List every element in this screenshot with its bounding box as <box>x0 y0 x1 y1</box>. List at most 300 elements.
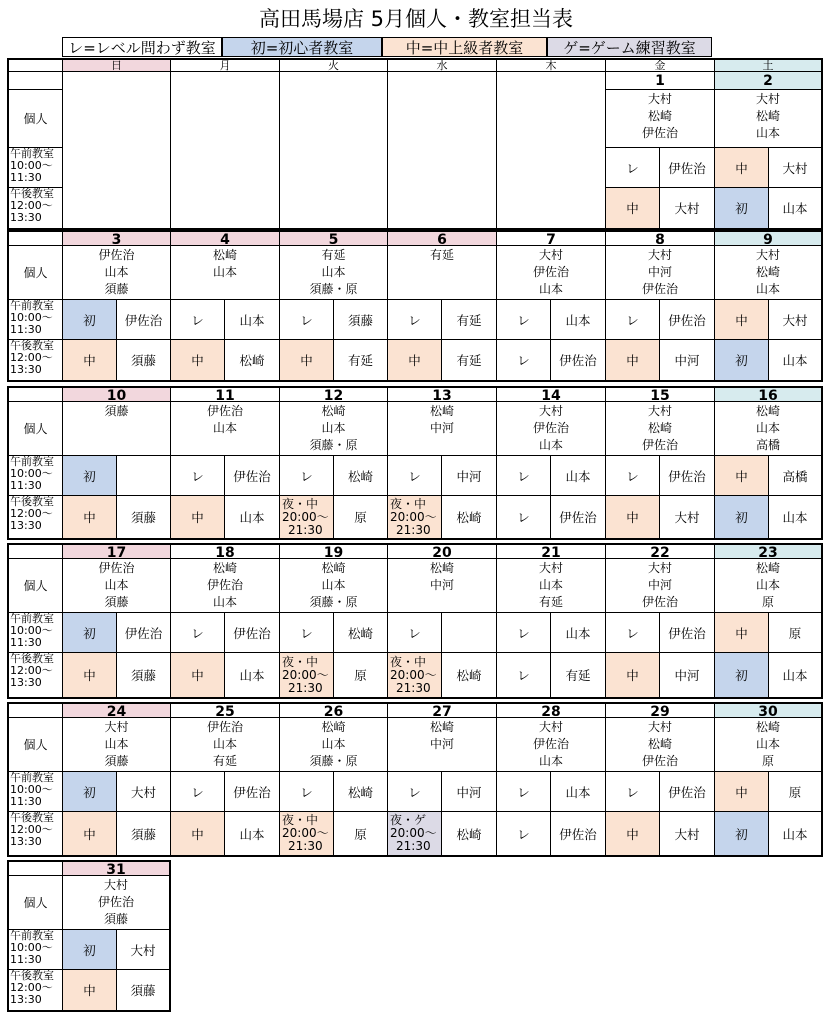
individual-staff <box>497 718 606 772</box>
pm-label-line: 13:30 <box>10 519 42 532</box>
pm-class-staff: 山本 <box>225 653 280 699</box>
date-number: 2 <box>715 72 823 90</box>
pm-class-type <box>388 812 442 857</box>
date-number: 6 <box>388 230 497 246</box>
pm-class-type: 初 <box>715 188 769 230</box>
am-class-staff: 大村 <box>117 772 171 812</box>
staff-name: 中河 <box>647 578 672 592</box>
am-class-type: レ <box>606 772 660 812</box>
staff-name: 伊佐治 <box>641 754 678 768</box>
am-class-staff: 大村 <box>769 148 823 188</box>
staff-name: 山本 <box>212 265 237 279</box>
pm-label-line: 午後教室 <box>10 653 54 665</box>
class-time-end: 21:30 <box>396 522 431 537</box>
date-number: 20 <box>388 543 497 559</box>
pm-class-staff: 原 <box>334 653 388 699</box>
am-label-line: 11:30 <box>10 795 42 808</box>
am-class-staff: 原 <box>769 772 823 812</box>
am-class-staff <box>442 613 497 653</box>
empty-day <box>497 72 606 230</box>
am-label-line: 午前教室 <box>10 300 54 312</box>
am-class-type: レ <box>497 613 551 653</box>
staff-name: 伊佐治 <box>532 421 569 435</box>
weekday-header: 木 <box>497 58 606 72</box>
individual-staff <box>171 402 280 456</box>
individual-staff <box>497 402 606 456</box>
pm-class-staff: 伊佐治 <box>551 812 606 857</box>
row-label-pm <box>7 188 63 230</box>
am-class-staff: 山本 <box>551 772 606 812</box>
staff-name: 山本 <box>104 265 129 279</box>
staff-name: 伊佐治 <box>98 248 135 262</box>
pm-class-type: 中 <box>63 340 117 382</box>
am-label-line: 10:00～ <box>10 467 53 480</box>
date-number: 5 <box>280 230 388 246</box>
staff-name: 須藤・原 <box>309 754 358 768</box>
pm-class-type: 中 <box>63 496 117 540</box>
class-time-start: 20:00～ <box>390 826 437 840</box>
pm-label-line: 13:30 <box>10 835 42 848</box>
am-class-staff: 伊佐治 <box>660 300 715 340</box>
am-class-type: レ <box>171 300 225 340</box>
am-label-line: 11:30 <box>10 636 42 649</box>
staff-name: 有延 <box>321 248 346 262</box>
class-time-start: 20:00～ <box>282 826 329 840</box>
am-class-staff: 伊佐治 <box>660 456 715 496</box>
pm-label-line: 12:00～ <box>10 981 53 994</box>
staff-name: 大村 <box>647 248 672 262</box>
row-label-individual: 個人 <box>7 246 63 300</box>
row-label-pm <box>7 812 63 857</box>
weekday-header: 火 <box>280 58 388 72</box>
individual-staff <box>388 402 497 456</box>
date-number: 14 <box>497 386 606 402</box>
am-class-staff: 伊佐治 <box>225 772 280 812</box>
staff-name: 大村 <box>647 720 672 734</box>
row-label-am <box>7 300 63 340</box>
weekday-header: 金 <box>606 58 715 72</box>
pm-class-staff: 山本 <box>225 812 280 857</box>
staff-name: 山本 <box>321 421 346 435</box>
pm-class-staff: 伊佐治 <box>551 496 606 540</box>
am-class-staff: 中河 <box>442 772 497 812</box>
staff-name: 伊佐治 <box>532 265 569 279</box>
am-class-type: レ <box>497 772 551 812</box>
pm-class-type: レ <box>497 653 551 699</box>
staff-name: 須藤 <box>104 754 129 768</box>
staff-name: 伊佐治 <box>641 438 678 452</box>
pm-class-type: 中 <box>63 970 117 1012</box>
staff-name: 有延 <box>538 595 563 609</box>
am-class-staff: 山本 <box>551 613 606 653</box>
row-label-am <box>7 456 63 496</box>
pm-class-type: 中 <box>171 812 225 857</box>
schedule-grid <box>7 58 823 1006</box>
page-title: 高田馬場店 5月個人・教室担当表 <box>258 7 574 31</box>
am-label-line: 10:00～ <box>10 941 53 954</box>
staff-name: 須藤 <box>104 404 129 418</box>
staff-name: 須藤・原 <box>309 595 358 609</box>
class-time-end: 21:30 <box>396 839 431 853</box>
staff-name: 松崎 <box>212 248 237 262</box>
date-label-blank <box>7 72 63 90</box>
class-type-label: 夜・中 <box>390 496 427 511</box>
date-number: 21 <box>497 543 606 559</box>
date-number: 10 <box>63 386 171 402</box>
pm-label-line: 午後教室 <box>10 188 54 200</box>
pm-class-staff: 松崎 <box>442 812 497 857</box>
pm-label-line: 12:00～ <box>10 823 53 836</box>
am-class-type: 中 <box>715 300 769 340</box>
am-class-staff: 松崎 <box>334 772 388 812</box>
staff-name: 伊佐治 <box>98 561 135 575</box>
individual-staff <box>280 559 388 613</box>
pm-class-staff: 山本 <box>769 496 823 540</box>
class-time-end: 21:30 <box>396 680 431 695</box>
pm-label-line: 13:30 <box>10 363 42 376</box>
class-time-start: 20:00～ <box>390 667 437 682</box>
individual-staff <box>606 559 715 613</box>
class-type-label: 夜・中 <box>282 496 319 511</box>
pm-label-line: 13:30 <box>10 211 42 224</box>
am-class-type: レ <box>171 613 225 653</box>
individual-staff <box>388 718 497 772</box>
pm-label-line: 13:30 <box>10 993 42 1006</box>
staff-name: 山本 <box>538 282 563 296</box>
individual-staff <box>171 718 280 772</box>
individual-staff <box>715 246 823 300</box>
staff-name: 須藤・原 <box>309 282 358 296</box>
date-number: 11 <box>171 386 280 402</box>
pm-class-type: 中 <box>280 340 334 382</box>
pm-class-type <box>280 653 334 699</box>
date-number: 22 <box>606 543 715 559</box>
am-label-line: 10:00～ <box>10 783 53 796</box>
empty-day <box>388 72 497 230</box>
staff-name: 松崎 <box>321 404 346 418</box>
am-label-line: 11:30 <box>10 171 42 184</box>
date-number: 3 <box>63 230 171 246</box>
am-class-type: レ <box>171 456 225 496</box>
pm-class-staff: 山本 <box>769 812 823 857</box>
staff-name: 松崎 <box>755 109 780 123</box>
am-class-staff: 山本 <box>551 300 606 340</box>
class-type-label: 夜・ゲ <box>390 813 427 827</box>
row-label-am <box>7 772 63 812</box>
class-type-label: 夜・中 <box>282 813 319 827</box>
staff-name: 大村 <box>103 878 128 892</box>
am-class-staff: 大村 <box>769 300 823 340</box>
staff-name: 山本 <box>321 578 346 592</box>
row-label-pm <box>7 653 63 699</box>
individual-staff <box>715 402 823 456</box>
am-class-type: 中 <box>715 456 769 496</box>
am-label-line: 午前教室 <box>10 613 54 625</box>
pm-class-staff: 松崎 <box>442 653 497 699</box>
am-class-type: レ <box>388 772 442 812</box>
staff-name: 大村 <box>647 561 672 575</box>
pm-class-type: 中 <box>388 340 442 382</box>
am-label-line: 午前教室 <box>10 930 54 942</box>
staff-name: 須藤 <box>103 912 128 926</box>
staff-name: 須藤 <box>104 595 129 609</box>
weekday-header: 水 <box>388 58 497 72</box>
staff-name: 山本 <box>321 737 346 751</box>
date-number: 12 <box>280 386 388 402</box>
pm-class-type: レ <box>497 812 551 857</box>
individual-staff <box>63 559 171 613</box>
staff-name: 山本 <box>104 578 129 592</box>
staff-name: 大村 <box>538 404 563 418</box>
pm-class-staff: 有延 <box>334 340 388 382</box>
staff-name: 中河 <box>429 421 454 435</box>
pm-label-line: 12:00～ <box>10 664 53 677</box>
pm-class-type: 中 <box>606 188 660 230</box>
am-class-type: レ <box>171 772 225 812</box>
individual-staff <box>280 246 388 300</box>
individual-staff <box>497 559 606 613</box>
row-label-am <box>7 613 63 653</box>
pm-class-type: レ <box>497 340 551 382</box>
pm-class-staff: 須藤 <box>117 653 171 699</box>
date-number: 4 <box>171 230 280 246</box>
pm-class-type: レ <box>497 496 551 540</box>
staff-name: 大村 <box>538 248 563 262</box>
staff-name: 松崎 <box>212 561 237 575</box>
pm-label-line: 12:00～ <box>10 351 53 364</box>
pm-class-staff: 須藤 <box>117 812 171 857</box>
individual-staff <box>63 402 171 456</box>
date-label-blank <box>7 230 63 246</box>
individual-staff <box>606 718 715 772</box>
date-label-blank <box>7 543 63 559</box>
weekday-header: 土 <box>715 58 823 72</box>
am-class-staff: 原 <box>769 613 823 653</box>
row-label-pm <box>7 340 63 382</box>
am-label-line: 午前教室 <box>10 148 54 160</box>
staff-name: 伊佐治 <box>206 720 243 734</box>
date-number: 8 <box>606 230 715 246</box>
class-time-start: 20:00～ <box>390 509 437 524</box>
header-blank <box>7 58 63 72</box>
staff-name: 松崎 <box>647 421 672 435</box>
am-class-type: レ <box>497 456 551 496</box>
staff-name: 山本 <box>538 438 563 452</box>
pm-label-line: 午後教室 <box>10 970 54 982</box>
staff-name: 山本 <box>755 421 780 435</box>
staff-name: 中河 <box>429 578 454 592</box>
date-number: 23 <box>715 543 823 559</box>
individual-staff <box>715 559 823 613</box>
staff-name: 松崎 <box>429 404 454 418</box>
staff-name: 伊佐治 <box>641 595 678 609</box>
individual-staff <box>497 246 606 300</box>
staff-name: 大村 <box>755 248 780 262</box>
row-label-individual: 個人 <box>7 559 63 613</box>
pm-class-type: 中 <box>606 653 660 699</box>
am-class-type: 中 <box>715 613 769 653</box>
staff-name: 山本 <box>755 282 780 296</box>
am-class-type: レ <box>388 456 442 496</box>
date-number: 29 <box>606 702 715 718</box>
am-class-staff <box>117 456 171 496</box>
staff-name: 松崎 <box>429 720 454 734</box>
am-class-staff: 伊佐治 <box>660 148 715 188</box>
individual-staff <box>606 90 715 148</box>
staff-name: 原 <box>761 754 774 768</box>
individual-staff <box>715 718 823 772</box>
individual-staff <box>715 90 823 148</box>
staff-name: 高橋 <box>755 438 780 452</box>
staff-name: 松崎 <box>647 109 672 123</box>
row-label-pm <box>7 496 63 540</box>
am-class-type: レ <box>606 148 660 188</box>
pm-class-staff: 山本 <box>225 496 280 540</box>
staff-name: 大村 <box>755 92 780 106</box>
date-number: 9 <box>715 230 823 246</box>
am-label-line: 10:00～ <box>10 311 53 324</box>
individual-staff <box>63 246 171 300</box>
pm-class-staff: 松崎 <box>442 496 497 540</box>
am-class-staff: 松崎 <box>334 456 388 496</box>
date-number: 28 <box>497 702 606 718</box>
individual-staff <box>171 246 280 300</box>
class-type-label: 夜・中 <box>390 654 427 669</box>
date-number: 27 <box>388 702 497 718</box>
pm-class-staff: 須藤 <box>117 970 171 1012</box>
am-label-line: 11:30 <box>10 323 42 336</box>
staff-name: 山本 <box>104 737 129 751</box>
staff-name: 山本 <box>212 595 237 609</box>
pm-class-staff: 大村 <box>660 188 715 230</box>
pm-class-type: 初 <box>715 812 769 857</box>
pm-class-staff: 山本 <box>769 188 823 230</box>
pm-class-type: 初 <box>715 340 769 382</box>
pm-class-staff: 山本 <box>769 653 823 699</box>
date-number: 7 <box>497 230 606 246</box>
am-class-staff: 伊佐治 <box>660 613 715 653</box>
pm-class-type <box>280 812 334 857</box>
pm-class-type <box>388 496 442 540</box>
staff-name: 伊佐治 <box>641 282 678 296</box>
am-class-staff: 伊佐治 <box>225 613 280 653</box>
am-class-staff: 高橋 <box>769 456 823 496</box>
date-number: 25 <box>171 702 280 718</box>
am-class-type: レ <box>388 613 442 653</box>
evening-class-info <box>282 498 329 537</box>
class-time-end: 21:30 <box>288 839 323 853</box>
date-label-blank <box>7 702 63 718</box>
staff-name: 山本 <box>538 578 563 592</box>
date-number: 31 <box>63 860 171 876</box>
pm-label-line: 13:30 <box>10 676 42 689</box>
pm-class-staff: 伊佐治 <box>551 340 606 382</box>
date-number: 17 <box>63 543 171 559</box>
date-number: 30 <box>715 702 823 718</box>
pm-label-line: 午後教室 <box>10 812 54 824</box>
staff-name: 山本 <box>755 737 780 751</box>
pm-class-staff: 有延 <box>551 653 606 699</box>
class-time-end: 21:30 <box>288 522 323 537</box>
staff-name: 大村 <box>104 720 129 734</box>
row-label-pm <box>7 970 63 1012</box>
pm-class-staff: 有延 <box>442 340 497 382</box>
individual-staff <box>171 559 280 613</box>
am-class-type: 初 <box>63 613 117 653</box>
staff-name: 有延 <box>429 248 454 262</box>
staff-name: 山本 <box>755 126 780 140</box>
staff-name: 中河 <box>647 265 672 279</box>
legend-item: 中=中上級者教室 <box>382 37 547 57</box>
pm-class-staff: 松崎 <box>225 340 280 382</box>
am-class-type: レ <box>280 456 334 496</box>
pm-class-staff: 須藤 <box>117 340 171 382</box>
am-class-staff: 伊佐治 <box>117 613 171 653</box>
evening-class-info <box>390 656 437 695</box>
staff-name: 有延 <box>212 754 237 768</box>
staff-name: 大村 <box>538 561 563 575</box>
date-number: 16 <box>715 386 823 402</box>
individual-staff <box>388 246 497 300</box>
staff-name: 伊佐治 <box>641 126 678 140</box>
evening-class-info <box>390 498 437 537</box>
staff-name: 山本 <box>755 578 780 592</box>
staff-name: 伊佐治 <box>532 737 569 751</box>
legend-item: レ=レベル問わず教室 <box>62 37 222 57</box>
pm-class-type: 中 <box>606 340 660 382</box>
staff-name: 大村 <box>647 404 672 418</box>
class-time-start: 20:00～ <box>282 509 329 524</box>
staff-name: 山本 <box>538 754 563 768</box>
pm-class-staff: 大村 <box>660 812 715 857</box>
individual-staff <box>63 718 171 772</box>
pm-class-type: 中 <box>171 496 225 540</box>
staff-name: 伊佐治 <box>97 895 134 909</box>
individual-staff <box>280 718 388 772</box>
am-class-type: 中 <box>715 148 769 188</box>
individual-staff <box>280 402 388 456</box>
am-class-staff: 伊佐治 <box>117 300 171 340</box>
pm-class-staff: 中河 <box>660 653 715 699</box>
date-number: 26 <box>280 702 388 718</box>
staff-name: 山本 <box>212 421 237 435</box>
am-class-type: 初 <box>63 930 117 970</box>
evening-class-info <box>390 814 437 853</box>
pm-class-staff: 大村 <box>660 496 715 540</box>
am-class-staff: 伊佐治 <box>225 456 280 496</box>
legend-item: 初=初心者教室 <box>222 37 382 57</box>
am-class-staff: 中河 <box>442 456 497 496</box>
staff-name: 伊佐治 <box>206 578 243 592</box>
empty-day <box>63 72 171 230</box>
am-class-staff: 山本 <box>225 300 280 340</box>
staff-name: 松崎 <box>321 720 346 734</box>
date-label-blank <box>7 386 63 402</box>
row-label-am <box>7 148 63 188</box>
pm-label-line: 午後教室 <box>10 340 54 352</box>
date-number: 19 <box>280 543 388 559</box>
staff-name: 松崎 <box>647 737 672 751</box>
weekday-header: 日 <box>63 58 171 72</box>
am-class-staff: 大村 <box>117 930 171 970</box>
staff-name: 大村 <box>538 720 563 734</box>
am-label-line: 10:00～ <box>10 159 53 172</box>
pm-class-type: 中 <box>63 653 117 699</box>
pm-class-staff: 須藤 <box>117 496 171 540</box>
row-label-individual: 個人 <box>7 90 63 148</box>
date-number: 1 <box>606 72 715 90</box>
staff-name: 山本 <box>321 265 346 279</box>
